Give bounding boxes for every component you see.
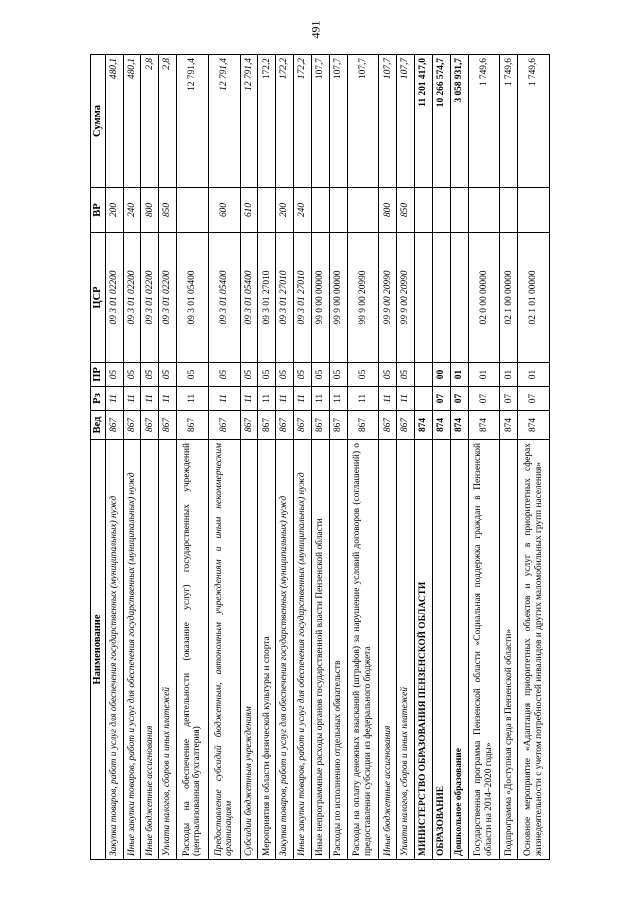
cell-sum: 10 266 574,7 xyxy=(432,55,450,188)
cell-csr: 99 0 00 00000 xyxy=(311,233,329,363)
cell-vr xyxy=(468,188,500,233)
cell-pr: 05 xyxy=(240,363,258,387)
cell-rz: 11 xyxy=(208,387,240,411)
cell-csr: 02 1 01 00000 xyxy=(518,233,550,363)
cell-pr: 05 xyxy=(141,363,159,387)
cell-name: Подпрограмма «Доступная среда в Пензенской области» xyxy=(500,440,518,860)
cell-name: Закупка товаров, работ и услуг для обеспечения государственных (муниципальных) нужд xyxy=(105,440,123,860)
table-row xyxy=(123,55,141,860)
cell-vr xyxy=(311,188,329,233)
cell-vr: 600 xyxy=(208,188,240,233)
cell-rz: 11 xyxy=(294,387,312,411)
cell-pr: 01 xyxy=(500,363,518,387)
cell-pr: 05 xyxy=(208,363,240,387)
cell-rz: 11 xyxy=(276,387,294,411)
cell-vr xyxy=(518,188,550,233)
table-row xyxy=(329,55,347,860)
cell-ved: 867 xyxy=(123,411,141,440)
table-row xyxy=(177,55,209,860)
cell-csr: 09 3 01 02200 xyxy=(105,233,123,363)
cell-csr: 09 3 01 27010 xyxy=(294,233,312,363)
header-name: Наименование xyxy=(91,440,106,860)
cell-ved: 867 xyxy=(294,411,312,440)
cell-sum: 172,2 xyxy=(258,55,276,188)
cell-name: Расходы по исполнению отдельных обязательств xyxy=(329,440,347,860)
cell-sum: 107,7 xyxy=(347,55,379,188)
cell-rz: 11 xyxy=(311,387,329,411)
cell-pr: 05 xyxy=(258,363,276,387)
cell-ved: 867 xyxy=(258,411,276,440)
cell-sum: 107,7 xyxy=(329,55,347,188)
cell-sum: 480,1 xyxy=(105,55,123,188)
cell-rz: 11 xyxy=(258,387,276,411)
cell-ved: 867 xyxy=(208,411,240,440)
cell-pr: 01 xyxy=(450,363,468,387)
table-row xyxy=(141,55,159,860)
cell-name: Уплата налогов, сборов и иных платежей xyxy=(397,440,415,860)
cell-ved: 874 xyxy=(468,411,500,440)
cell-name: Уплата налогов, сборов и иных платежей xyxy=(159,440,177,860)
cell-sum: 2,8 xyxy=(159,55,177,188)
cell-csr: 09 3 01 27010 xyxy=(276,233,294,363)
cell-sum: 1 749,6 xyxy=(468,55,500,188)
header-sum: Сумма xyxy=(91,55,106,188)
cell-ved: 867 xyxy=(105,411,123,440)
cell-vr: 850 xyxy=(159,188,177,233)
table-row xyxy=(518,55,550,860)
cell-csr: 09 3 01 05400 xyxy=(208,233,240,363)
cell-vr xyxy=(450,188,468,233)
cell-name: Основное мероприятие «Адаптация приоритетных объектов и услуг в приоритетных сферах жизнедеятельности с учетом потребностей инвалидов и других маломобильных групп населения» xyxy=(518,440,550,860)
cell-csr: 09 3 01 02200 xyxy=(123,233,141,363)
cell-pr: 05 xyxy=(347,363,379,387)
table-row xyxy=(159,55,177,860)
cell-vr xyxy=(347,188,379,233)
table-row xyxy=(468,55,500,860)
cell-pr: 05 xyxy=(397,363,415,387)
cell-rz: 11 xyxy=(329,387,347,411)
cell-sum: 3 058 931,7 xyxy=(450,55,468,188)
cell-name: Предоставление субсидий бюджетным, автономным учреждениям и иным некоммерческим организациям xyxy=(208,440,240,860)
cell-sum: 1 749,6 xyxy=(518,55,550,188)
table-row xyxy=(208,55,240,860)
cell-vr: 200 xyxy=(105,188,123,233)
cell-csr: 99 9 00 00000 xyxy=(329,233,347,363)
cell-pr: 05 xyxy=(379,363,397,387)
cell-vr: 240 xyxy=(294,188,312,233)
cell-pr: 00 xyxy=(432,363,450,387)
cell-vr xyxy=(500,188,518,233)
cell-name: Иные бюджетные ассигнования xyxy=(141,440,159,860)
cell-csr: 09 3 01 02200 xyxy=(141,233,159,363)
cell-vr xyxy=(415,188,433,233)
cell-pr: 05 xyxy=(105,363,123,387)
cell-rz: 07 xyxy=(432,387,450,411)
cell-pr: 05 xyxy=(159,363,177,387)
cell-pr: 01 xyxy=(468,363,500,387)
cell-ved: 867 xyxy=(276,411,294,440)
cell-csr: 09 3 01 02200 xyxy=(159,233,177,363)
cell-csr xyxy=(432,233,450,363)
cell-ved: 874 xyxy=(500,411,518,440)
cell-vr xyxy=(177,188,209,233)
cell-name: МИНИСТЕРСТВО ОБРАЗОВАНИЯ ПЕНЗЕНСКОЙ ОБЛАСТИ xyxy=(415,440,433,860)
cell-rz: 07 xyxy=(500,387,518,411)
cell-vr: 240 xyxy=(123,188,141,233)
cell-sum: 107,7 xyxy=(397,55,415,188)
table-body xyxy=(105,55,549,860)
cell-name: Иные закупки товаров, работ и услуг для обеспечения государственных (муниципальных) нужд xyxy=(294,440,312,860)
cell-vr: 200 xyxy=(276,188,294,233)
cell-pr: 01 xyxy=(518,363,550,387)
cell-vr: 850 xyxy=(397,188,415,233)
header-csr: ЦСР xyxy=(91,233,106,363)
table-row xyxy=(276,55,294,860)
cell-sum: 12 791,4 xyxy=(208,55,240,188)
cell-ved: 867 xyxy=(177,411,209,440)
cell-name: Иные непрограммные расходы органов государственной власти Пензенской области xyxy=(311,440,329,860)
cell-name: Закупка товаров, работ и услуг для обеспечения государственных (муниципальных) нужд xyxy=(276,440,294,860)
cell-rz xyxy=(415,387,433,411)
cell-pr xyxy=(415,363,433,387)
cell-name: Дошкольное образование xyxy=(450,440,468,860)
cell-sum: 1 749,6 xyxy=(500,55,518,188)
cell-ved: 867 xyxy=(347,411,379,440)
cell-name: Иные закупки товаров, работ и услуг для обеспечения государственных (муниципальных) нужд xyxy=(123,440,141,860)
cell-ved: 867 xyxy=(329,411,347,440)
page-number: 491 xyxy=(308,20,323,39)
cell-name: Иные бюджетные ассигнования xyxy=(379,440,397,860)
cell-rz: 11 xyxy=(347,387,379,411)
cell-name: Субсидии бюджетным учреждениям xyxy=(240,440,258,860)
table-row xyxy=(311,55,329,860)
cell-rz: 11 xyxy=(141,387,159,411)
cell-name: Расходы на обеспечение деятельности (оказание услуг) государственных учреждений (централизованная бухгалтерия) xyxy=(177,440,209,860)
budget-table xyxy=(90,54,550,860)
cell-sum: 12 791,4 xyxy=(240,55,258,188)
cell-csr: 02 0 00 00000 xyxy=(468,233,500,363)
cell-sum: 480,1 xyxy=(123,55,141,188)
cell-ved: 867 xyxy=(311,411,329,440)
cell-csr: 99 9 00 20990 xyxy=(379,233,397,363)
cell-pr: 05 xyxy=(311,363,329,387)
table-row xyxy=(415,55,433,860)
cell-pr: 05 xyxy=(123,363,141,387)
table-row xyxy=(105,55,123,860)
cell-pr: 05 xyxy=(177,363,209,387)
cell-ved: 874 xyxy=(450,411,468,440)
cell-rz: 11 xyxy=(240,387,258,411)
cell-sum: 11 201 417,0 xyxy=(415,55,433,188)
header-ved: Вед xyxy=(91,411,106,440)
cell-pr: 05 xyxy=(294,363,312,387)
cell-ved: 874 xyxy=(432,411,450,440)
cell-pr: 05 xyxy=(329,363,347,387)
cell-sum: 2,8 xyxy=(141,55,159,188)
cell-sum: 172,2 xyxy=(294,55,312,188)
cell-name: Расходы на оплату денежных взысканий (штрафов) за нарушение условий договоров (соглашений) о предоставлении субсидии из федерального бюджета xyxy=(347,440,379,860)
table-header-row xyxy=(91,55,106,860)
cell-rz: 11 xyxy=(159,387,177,411)
cell-rz: 11 xyxy=(177,387,209,411)
cell-rz: 07 xyxy=(450,387,468,411)
cell-ved: 867 xyxy=(240,411,258,440)
table-row xyxy=(240,55,258,860)
cell-name: Государственная программа Пензенской области «Социальная поддержка граждан в Пензенской области на 2014–2020 годы» xyxy=(468,440,500,860)
cell-csr: 09 3 01 05400 xyxy=(240,233,258,363)
header-rz: Рз xyxy=(91,387,106,411)
cell-vr: 800 xyxy=(379,188,397,233)
cell-vr xyxy=(258,188,276,233)
cell-pr: 05 xyxy=(276,363,294,387)
cell-csr: 09 3 01 27010 xyxy=(258,233,276,363)
cell-name: ОБРАЗОВАНИЕ xyxy=(432,440,450,860)
cell-ved: 867 xyxy=(141,411,159,440)
table-row xyxy=(294,55,312,860)
cell-sum: 12 791,4 xyxy=(177,55,209,188)
cell-sum: 172,2 xyxy=(276,55,294,188)
table-row xyxy=(379,55,397,860)
header-vr: ВР xyxy=(91,188,106,233)
cell-ved: 874 xyxy=(518,411,550,440)
cell-vr: 800 xyxy=(141,188,159,233)
cell-ved: 867 xyxy=(379,411,397,440)
cell-sum: 107,7 xyxy=(379,55,397,188)
cell-csr: 99 9 00 20990 xyxy=(347,233,379,363)
header-pr: ПР xyxy=(91,363,106,387)
cell-vr: 610 xyxy=(240,188,258,233)
rotated-table-container xyxy=(90,55,550,860)
table-row xyxy=(347,55,379,860)
cell-csr xyxy=(415,233,433,363)
table-row xyxy=(450,55,468,860)
cell-rz: 11 xyxy=(397,387,415,411)
cell-name: Мероприятия в области физической культуры и спорта xyxy=(258,440,276,860)
cell-rz: 11 xyxy=(123,387,141,411)
cell-csr: 99 9 00 20990 xyxy=(397,233,415,363)
cell-csr: 02 1 00 00000 xyxy=(500,233,518,363)
cell-csr xyxy=(450,233,468,363)
table-row xyxy=(258,55,276,860)
cell-ved: 874 xyxy=(415,411,433,440)
cell-vr xyxy=(329,188,347,233)
table-row xyxy=(432,55,450,860)
cell-ved: 867 xyxy=(397,411,415,440)
cell-rz: 07 xyxy=(518,387,550,411)
table-row xyxy=(500,55,518,860)
cell-vr xyxy=(432,188,450,233)
cell-rz: 11 xyxy=(379,387,397,411)
cell-rz: 11 xyxy=(105,387,123,411)
cell-csr: 09 3 01 05400 xyxy=(177,233,209,363)
cell-sum: 107,7 xyxy=(311,55,329,188)
table-row xyxy=(397,55,415,860)
cell-ved: 867 xyxy=(159,411,177,440)
cell-rz: 07 xyxy=(468,387,500,411)
